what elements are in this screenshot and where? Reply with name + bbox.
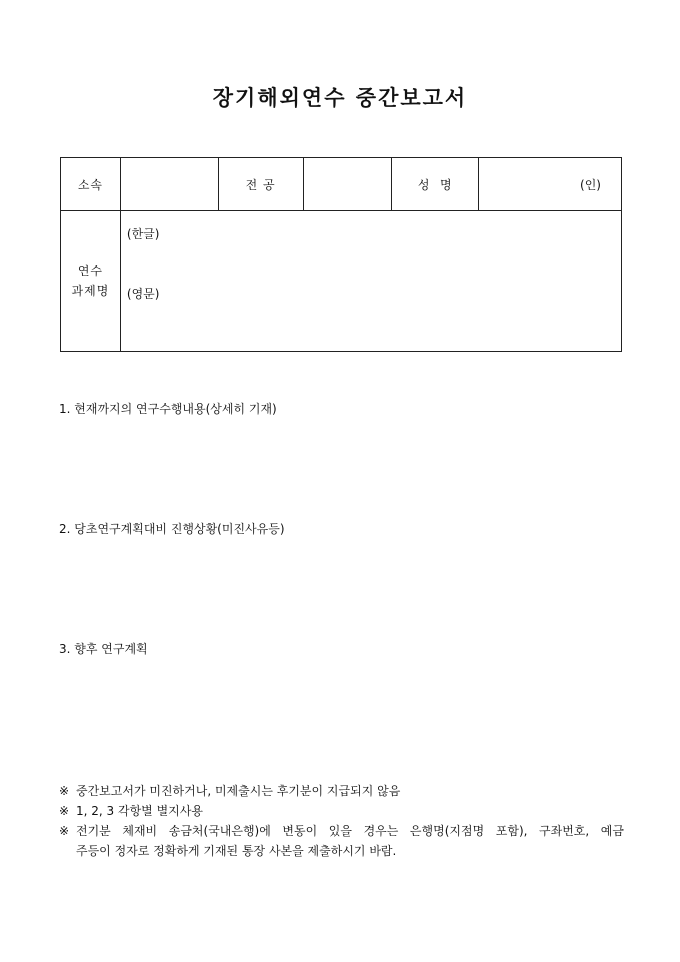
note-item <box>59 821 624 861</box>
reference-mark: ※ <box>59 784 70 798</box>
major-label: 전 공 <box>218 158 303 211</box>
reference-mark: ※ <box>59 824 70 838</box>
major-field[interactable] <box>303 158 392 211</box>
section-progress-heading: 1. 현재까지의 연구수행내용(상세히 기재) <box>59 402 277 416</box>
topic-label-line2: 과제명 <box>71 284 110 298</box>
note-text <box>76 821 624 861</box>
info-table <box>60 157 622 352</box>
topic-label <box>61 211 121 352</box>
affiliation-label: 소속 <box>61 158 121 211</box>
english-title-label: (영문) <box>126 287 160 301</box>
section-plan-heading: 3. 향후 연구계획 <box>59 642 148 656</box>
section-status-heading: 2. 당초연구계획대비 진행상황(미진사유등) <box>59 522 285 536</box>
notes <box>59 781 624 861</box>
note-text-line1: 전기분 체재비 송금처(국내은행)에 변동이 있을 경우는 은행명(지점명 포함), 구좌번호, 예금 <box>76 824 624 838</box>
topic-label-line1: 연수 <box>77 264 104 278</box>
seal-mark: (인) <box>580 177 601 192</box>
name-seal-field[interactable] <box>479 158 622 211</box>
note-text-line2: 주등이 정자로 정확하게 기재된 통장 사본을 제출하시기 바람. <box>76 844 397 858</box>
name-label: 성 명 <box>392 158 479 211</box>
document-title: 장기해외연수 중간보고서 <box>212 85 468 110</box>
topic-field[interactable] <box>120 211 621 352</box>
affiliation-field[interactable] <box>120 158 218 211</box>
note-item <box>59 781 624 801</box>
reference-mark: ※ <box>59 804 70 818</box>
note-text: 1, 2, 3 각항별 별지사용 <box>76 804 203 818</box>
note-item <box>59 801 624 821</box>
note-text: 중간보고서가 미진하거나, 미제출시는 후기분이 지급되지 않음 <box>76 784 401 798</box>
korean-title-label: (한글) <box>126 227 160 241</box>
